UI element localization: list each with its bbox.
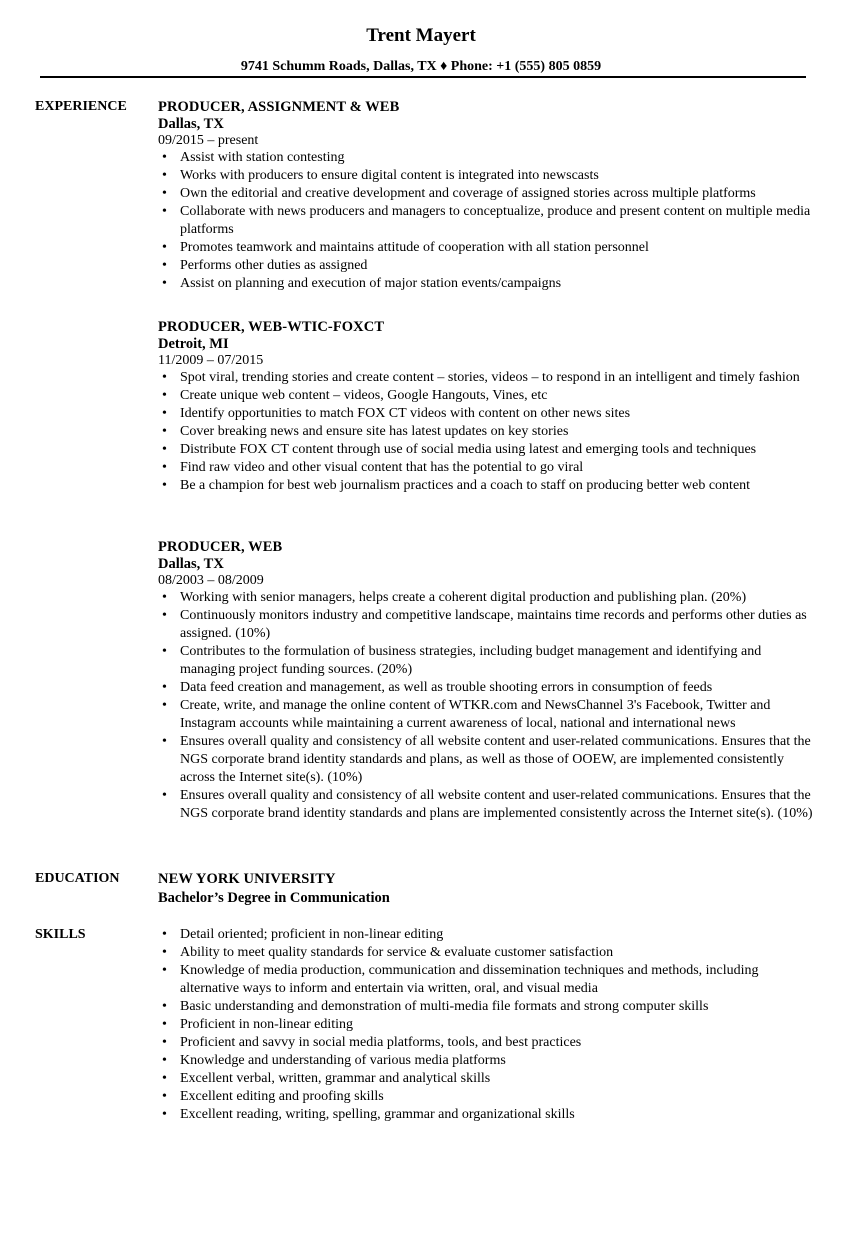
list-item: • Knowledge of media production, communication and dissemination techniques and methods, including alternative ways to inform and entertain via written, oral, and visual media	[158, 962, 818, 998]
list-item: • Working with senior managers, helps create a coherent digital production and publishing plan. (20%)	[158, 589, 818, 607]
list-item: • Distribute FOX CT content through use of social media using latest and emerging tools and techniques	[158, 441, 818, 459]
education-heading: EDUCATION	[35, 871, 120, 886]
list-item: • Own the editorial and creative development and coverage of assigned stories across multiple platforms	[158, 185, 818, 203]
job-title: PRODUCER, ASSIGNMENT & WEB	[158, 99, 400, 115]
list-item: • Works with producers to ensure digital content is integrated into newscasts	[158, 167, 818, 185]
list-item: • Proficient in non-linear editing	[158, 1016, 818, 1034]
job-title: PRODUCER, WEB-WTIC-FOXCT	[158, 319, 385, 335]
list-item: • Data feed creation and management, as well as trouble shooting errors in consumption of feeds	[158, 679, 818, 697]
list-item: • Create, write, and manage the online content of WTKR.com and NewsChannel 3's Facebook, Twitter and Instagram accounts while maintaining a current awareness of local, national and international news	[158, 697, 818, 733]
list-item: • Knowledge and understanding of various media platforms	[158, 1052, 818, 1070]
resume-header	[0, 24, 860, 76]
job-entry-2	[158, 318, 818, 495]
contact-line: 9741 Schumm Roads, Dallas, TX ♦ Phone: +1 (555) 805 0859	[240, 59, 602, 74]
list-item: • Promotes teamwork and maintains attitude of cooperation with all station personnel	[158, 239, 818, 257]
list-item: • Ensures overall quality and consistency of all website content and user-related communications. Ensures that the NGS corporate brand identity standards and plans, as well as those of OOEW, are implemented consistently across the Internet site(s). (10%)	[158, 733, 818, 787]
list-item: • Cover breaking news and ensure site has latest updates on key stories	[158, 423, 818, 441]
job-dates: 09/2015 – present	[158, 133, 259, 148]
skills-heading: SKILLS	[35, 927, 86, 942]
list-item: • Create unique web content – videos, Google Hangouts, Vines, etc	[158, 387, 818, 405]
list-item: • Basic understanding and demonstration of multi-media file formats and strong computer skills	[158, 998, 818, 1016]
job-location: Dallas, TX	[158, 556, 224, 572]
list-item: • Be a champion for best web journalism practices and a coach to staff on producing better web content	[158, 477, 818, 495]
job-entry-3	[158, 538, 818, 823]
job-location: Dallas, TX	[158, 116, 224, 132]
list-item: • Collaborate with news producers and managers to conceptualize, produce and present content on multiple media platforms	[158, 203, 818, 239]
skills-entry	[158, 926, 818, 1124]
list-item: • Detail oriented; proficient in non-linear editing	[158, 926, 818, 944]
education-entry	[158, 870, 818, 908]
list-item: • Spot viral, trending stories and create content – stories, videos – to respond in an intelligent and timely fashion	[158, 369, 818, 387]
list-item: • Performs other duties as assigned	[158, 257, 818, 275]
job-duties-list	[158, 149, 818, 293]
list-item: • Excellent editing and proofing skills	[158, 1088, 818, 1106]
job-location: Detroit, MI	[158, 336, 229, 352]
degree: Bachelor’s Degree in Communication	[158, 890, 390, 906]
experience-heading: EXPERIENCE	[35, 99, 127, 114]
list-item: • Excellent verbal, written, grammar and analytical skills	[158, 1070, 818, 1088]
list-item: • Contributes to the formulation of business strategies, including budget management and identifying and managing project funding sources. (20%)	[158, 643, 818, 679]
job-dates: 08/2003 – 08/2009	[158, 573, 264, 588]
list-item: • Excellent reading, writing, spelling, grammar and organizational skills	[158, 1106, 818, 1124]
job-title: PRODUCER, WEB	[158, 539, 283, 555]
job-duties-list	[158, 589, 818, 823]
school-name: NEW YORK UNIVERSITY	[158, 871, 336, 887]
candidate-name: Trent Mayert	[366, 25, 476, 46]
header-divider	[40, 76, 806, 78]
job-duties-list	[158, 369, 818, 495]
list-item: • Assist on planning and execution of major station events/campaigns	[158, 275, 818, 293]
skills-list	[158, 926, 818, 1124]
list-item: • Ensures overall quality and consistency of all website content and user-related communications. Ensures that the NGS corporate brand identity standards and plans are implemented consistently across the Internet site(s). (10%)	[158, 787, 818, 823]
job-dates: 11/2009 – 07/2015	[158, 353, 264, 368]
list-item: • Proficient and savvy in social media platforms, tools, and best practices	[158, 1034, 818, 1052]
list-item: • Continuously monitors industry and competitive landscape, maintains time records and performs other duties as assigned. (10%)	[158, 607, 818, 643]
list-item: • Find raw video and other visual content that has the potential to go viral	[158, 459, 818, 477]
list-item: • Ability to meet quality standards for service & evaluate customer satisfaction	[158, 944, 818, 962]
job-entry-1	[158, 98, 818, 293]
list-item: • Identify opportunities to match FOX CT videos with content on other news sites	[158, 405, 818, 423]
list-item: • Assist with station contesting	[158, 149, 818, 167]
